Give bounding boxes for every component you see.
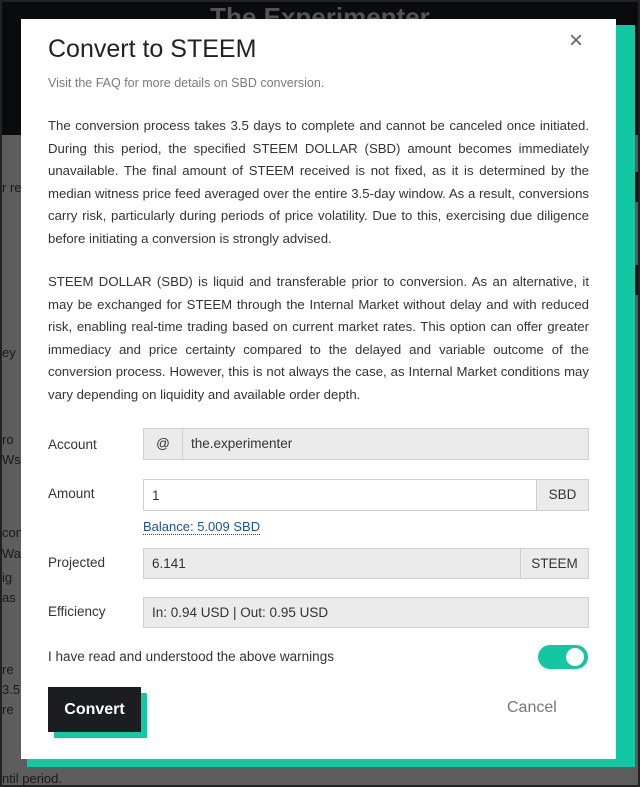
projected-field: 6.141 (143, 548, 521, 579)
warning-ack-toggle[interactable] (538, 645, 588, 669)
amount-unit: SBD (536, 479, 589, 511)
projected-unit: STEEM (520, 548, 589, 579)
efficiency-field: In: 0.94 USD | Out: 0.95 USD (143, 597, 589, 628)
convert-button[interactable]: Convert (48, 687, 141, 732)
account-field: the.experimenter (182, 428, 589, 460)
warning-paragraph: The conversion process takes 3.5 days to complete and cannot be canceled once initiated. During this period, the specified STEEM DOLLAR (SBD) amount becomes immediately unavailable. The final amount of STEEM received is not fixed, as it is determined by the median witness price feed averaged over the entire 3.5-day window. As a result, conversions carry risk, particularly during periods of price volatility. Due to this, exercising due diligence before initiating a conversion is strongly advised. (48, 118, 589, 246)
account-label: Account (48, 437, 97, 452)
at-prefix: @ (143, 428, 183, 460)
toggle-knob (566, 648, 584, 666)
dialog-title: Convert to STEEM (48, 35, 257, 63)
projected-label: Projected (48, 555, 106, 570)
warning-ack-label: I have read and understood the above warnings (48, 649, 334, 664)
efficiency-label: Efficiency (48, 604, 106, 619)
balance-link[interactable]: Balance: 5.009 SBD (143, 519, 261, 534)
cancel-button[interactable]: Cancel (507, 699, 557, 716)
convert-dialog (21, 19, 616, 759)
close-icon[interactable]: × (569, 27, 584, 54)
amount-label: Amount (48, 486, 95, 501)
alternative-paragraph: STEEM DOLLAR (SBD) is liquid and transferable prior to conversion. As an alternative, it may be exchanged for STEEM through the Internal Market without delay and with reduced risk, enabling real-time trading based on current market rates. This option can offer greater immediacy and price certainty compared to the delayed and variable outcome of the conversion process. However, this is not always the case, as Internal Market conditions may vary depending on liquidity and available order depth. (48, 274, 589, 402)
dialog-subtitle: Visit the FAQ for more details on SBD conversion. (48, 76, 325, 90)
amount-input[interactable] (143, 479, 537, 511)
